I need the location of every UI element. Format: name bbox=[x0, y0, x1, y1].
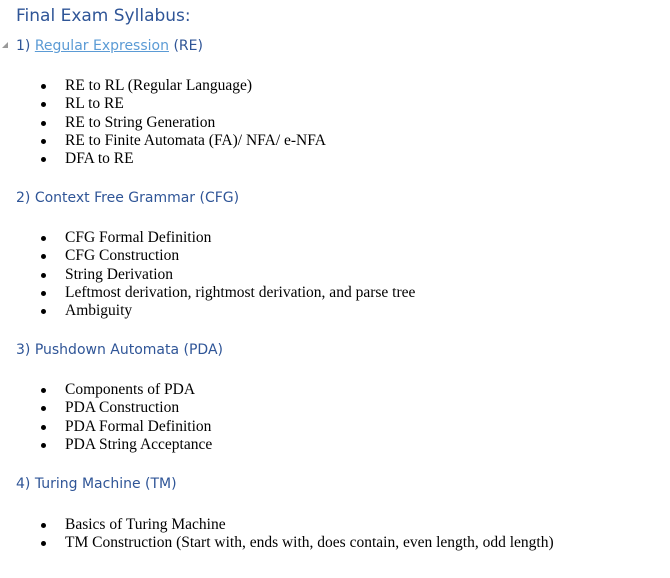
bullet-icon bbox=[41, 309, 46, 314]
bullet-icon bbox=[41, 139, 46, 144]
list-item-text: TM Construction (Start with, ends with, does contain, even length, odd length) bbox=[65, 534, 554, 552]
section-suffix: (RE) bbox=[173, 38, 203, 54]
list-item-text: Leftmost derivation, rightmost derivation, and parse tree bbox=[65, 283, 416, 301]
section-heading-1 bbox=[16, 38, 203, 54]
bullet-icon bbox=[41, 443, 46, 448]
list-item-text: RL to RE bbox=[65, 95, 124, 113]
list-item bbox=[0, 534, 554, 552]
list-item-text: CFG Construction bbox=[65, 247, 180, 265]
list-item bbox=[0, 114, 326, 132]
bullet-icon bbox=[41, 102, 46, 107]
list-item bbox=[0, 516, 554, 534]
bullet-icon bbox=[41, 84, 46, 89]
section-heading-3: 3) Pushdown Automata (PDA) bbox=[16, 342, 223, 358]
list-item bbox=[0, 436, 212, 454]
list-item-text: RE to String Generation bbox=[65, 113, 216, 131]
list-item bbox=[0, 381, 212, 399]
bullet-icon bbox=[41, 523, 46, 528]
list-item-text: DFA to RE bbox=[65, 150, 134, 168]
list-item bbox=[0, 247, 415, 265]
bullet-icon bbox=[41, 121, 46, 126]
bullet-icon bbox=[41, 273, 46, 278]
list-item-text: PDA Construction bbox=[65, 399, 180, 417]
list-item-text: String Derivation bbox=[65, 265, 174, 283]
section-3-list bbox=[0, 381, 212, 454]
section-2-list bbox=[0, 229, 415, 320]
list-item bbox=[0, 284, 415, 302]
list-item bbox=[0, 399, 212, 417]
section-heading-4: 4) Turing Machine (TM) bbox=[16, 476, 177, 492]
list-item-text: RE to RL (Regular Language) bbox=[65, 77, 253, 94]
section-number: 1) bbox=[16, 38, 31, 54]
section-1-list bbox=[0, 77, 326, 168]
bullet-icon bbox=[41, 254, 46, 259]
bullet-icon bbox=[41, 236, 46, 241]
bullet-icon bbox=[41, 541, 46, 546]
bullet-icon bbox=[41, 406, 46, 411]
list-item bbox=[0, 302, 415, 320]
list-item-text: CFG Formal Definition bbox=[65, 229, 212, 246]
bullet-icon bbox=[41, 388, 46, 393]
list-item-text: Components of PDA bbox=[65, 381, 196, 398]
list-item-text: Basics of Turing Machine bbox=[65, 516, 226, 533]
list-item bbox=[0, 77, 326, 95]
collapse-arrow-icon[interactable] bbox=[2, 42, 8, 48]
bullet-icon bbox=[41, 425, 46, 430]
section-4-list bbox=[0, 516, 554, 553]
list-item-text: PDA Formal Definition bbox=[65, 417, 212, 435]
section-heading-2: 2) Context Free Grammar (CFG) bbox=[16, 190, 240, 206]
list-item bbox=[0, 95, 326, 113]
list-item bbox=[0, 418, 212, 436]
list-item bbox=[0, 266, 415, 284]
list-item-text: PDA String Acceptance bbox=[65, 435, 213, 453]
list-item-text: RE to Finite Automata (FA)/ NFA/ e-NFA bbox=[65, 131, 326, 149]
list-item bbox=[0, 150, 326, 168]
regular-expression-link[interactable]: Regular Expression bbox=[34, 38, 169, 54]
bullet-icon bbox=[41, 291, 46, 296]
page-title: Final Exam Syllabus: bbox=[16, 6, 191, 26]
list-item bbox=[0, 229, 415, 247]
list-item-text: Ambiguity bbox=[65, 302, 133, 320]
list-item bbox=[0, 132, 326, 150]
bullet-icon bbox=[41, 157, 46, 162]
